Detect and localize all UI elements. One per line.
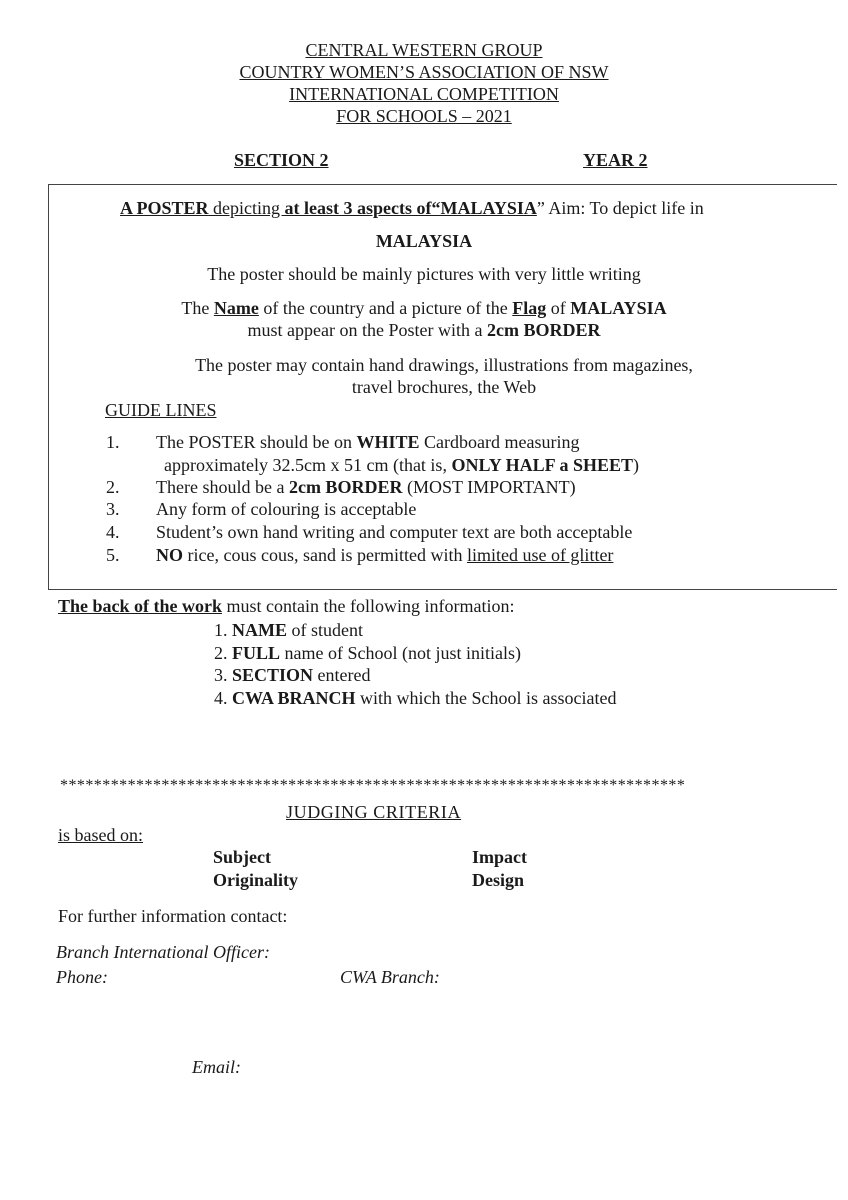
name-a: The	[181, 298, 214, 318]
guide-1-cont-b: ONLY HALF a SHEET	[451, 455, 633, 475]
section-label: SECTION 2	[234, 150, 329, 170]
name-flag-line	[0, 298, 848, 319]
back-item-4-rest: with which the School is associated	[355, 688, 617, 708]
poster-title-c: at least 3 aspects of	[284, 198, 432, 218]
year-label: YEAR 2	[583, 150, 648, 170]
back-item-3	[214, 665, 371, 686]
back-lead-a: The back of the work	[58, 596, 223, 616]
judging-title: JUDGING CRITERIA	[286, 802, 462, 822]
criterion-impact: Impact	[472, 847, 527, 867]
branch-officer-label: Branch International Officer:	[56, 942, 270, 962]
contain-line-2: travel brochures, the Web	[351, 377, 537, 397]
guide-5-num: 5.	[106, 545, 120, 565]
phone-label: Phone:	[56, 967, 108, 987]
name-d: Flag	[512, 298, 547, 318]
guide-1-continuation	[164, 455, 639, 476]
guide-3-text: Any form of colouring is acceptable	[156, 499, 417, 519]
criterion-originality: Originality	[213, 870, 298, 890]
header-line-4: FOR SCHOOLS – 2021	[336, 106, 512, 126]
back-item-4-bold: CWA BRANCH	[232, 688, 356, 708]
back-item-3-rest: entered	[313, 665, 371, 685]
header-line-1: CENTRAL WESTERN GROUP	[305, 40, 543, 60]
back-item-1	[214, 620, 363, 641]
back-lead	[58, 596, 514, 617]
contain-line-1: The poster may contain hand drawings, illustrations from magazines,	[195, 355, 693, 375]
back-item-4-num: 4.	[214, 688, 228, 708]
back-item-2-rest: name of School (not just initials)	[280, 643, 521, 663]
further-info: For further information contact:	[58, 906, 288, 926]
header-line-2: COUNTRY WOMEN’S ASSOCIATION OF NSW	[239, 62, 609, 82]
email-label: Email:	[192, 1057, 241, 1077]
back-item-3-num: 3.	[214, 665, 228, 685]
name-b: Name	[213, 298, 259, 318]
poster-title-b: depicting	[208, 198, 285, 218]
guide-5-text	[156, 545, 613, 566]
border-line	[0, 320, 848, 341]
header-line-3: INTERNATIONAL COMPETITION	[289, 84, 559, 104]
guide-3-num: 3.	[106, 499, 120, 519]
back-item-1-rest: of student	[287, 620, 363, 640]
back-item-2-bold: FULL	[232, 643, 281, 663]
cwa-branch-label: CWA Branch:	[340, 967, 440, 987]
judging-based-on: is based on:	[58, 825, 143, 845]
guide-1-b: WHITE	[356, 432, 420, 452]
guide-5-a: NO	[156, 545, 183, 565]
back-lead-b: must contain the following information:	[222, 596, 515, 616]
back-item-1-bold: NAME	[232, 620, 287, 640]
guide-2-text	[156, 477, 576, 498]
guide-4-num: 4.	[106, 522, 120, 542]
poster-title-line	[120, 198, 704, 219]
guide-2-b: 2cm BORDER	[288, 477, 403, 497]
star-divider: **************************************************************************	[60, 777, 686, 794]
guide-1-text	[156, 432, 579, 453]
guide-1-cont-a: approximately 32.5cm x 51 cm (that is,	[164, 455, 452, 475]
guide-5-b: rice, cous cous, sand is permitted with	[183, 545, 467, 565]
guide-4-text: Student’s own hand writing and computer text are both acceptable	[156, 522, 633, 542]
guide-2-c: (MOST IMPORTANT)	[402, 477, 576, 497]
guide-1-a: The POSTER should be on	[156, 432, 357, 452]
guide-2-num: 2.	[106, 477, 120, 497]
country-heading: MALAYSIA	[375, 231, 473, 251]
guide-5-c: limited use of glitter	[466, 545, 614, 565]
poster-title-e: ” Aim: To depict life in	[536, 198, 704, 218]
back-item-2	[214, 643, 521, 664]
back-item-3-bold: SECTION	[232, 665, 314, 685]
name-f: MALAYSIA	[570, 298, 667, 318]
back-item-2-num: 2.	[214, 643, 228, 663]
border-a: must appear on the Poster with a	[247, 320, 487, 340]
poster-title-a: A POSTER	[120, 198, 209, 218]
guide-1-num: 1.	[106, 432, 120, 452]
criterion-design: Design	[472, 870, 525, 890]
criterion-subject: Subject	[213, 847, 271, 867]
name-c: of the country and a picture of the	[258, 298, 513, 318]
back-item-4	[214, 688, 616, 709]
guide-lines-title: GUIDE LINES	[105, 400, 217, 420]
border-b: 2cm BORDER	[486, 320, 601, 340]
pictures-line: The poster should be mainly pictures with very little writing	[207, 264, 641, 284]
poster-title-d: “MALAYSIA	[431, 198, 537, 218]
guide-1-c: Cardboard measuring	[419, 432, 580, 452]
name-e: of	[546, 298, 571, 318]
back-item-1-num: 1.	[214, 620, 228, 640]
guide-2-a: There should be a	[156, 477, 289, 497]
guide-1-cont-c: )	[632, 455, 639, 475]
